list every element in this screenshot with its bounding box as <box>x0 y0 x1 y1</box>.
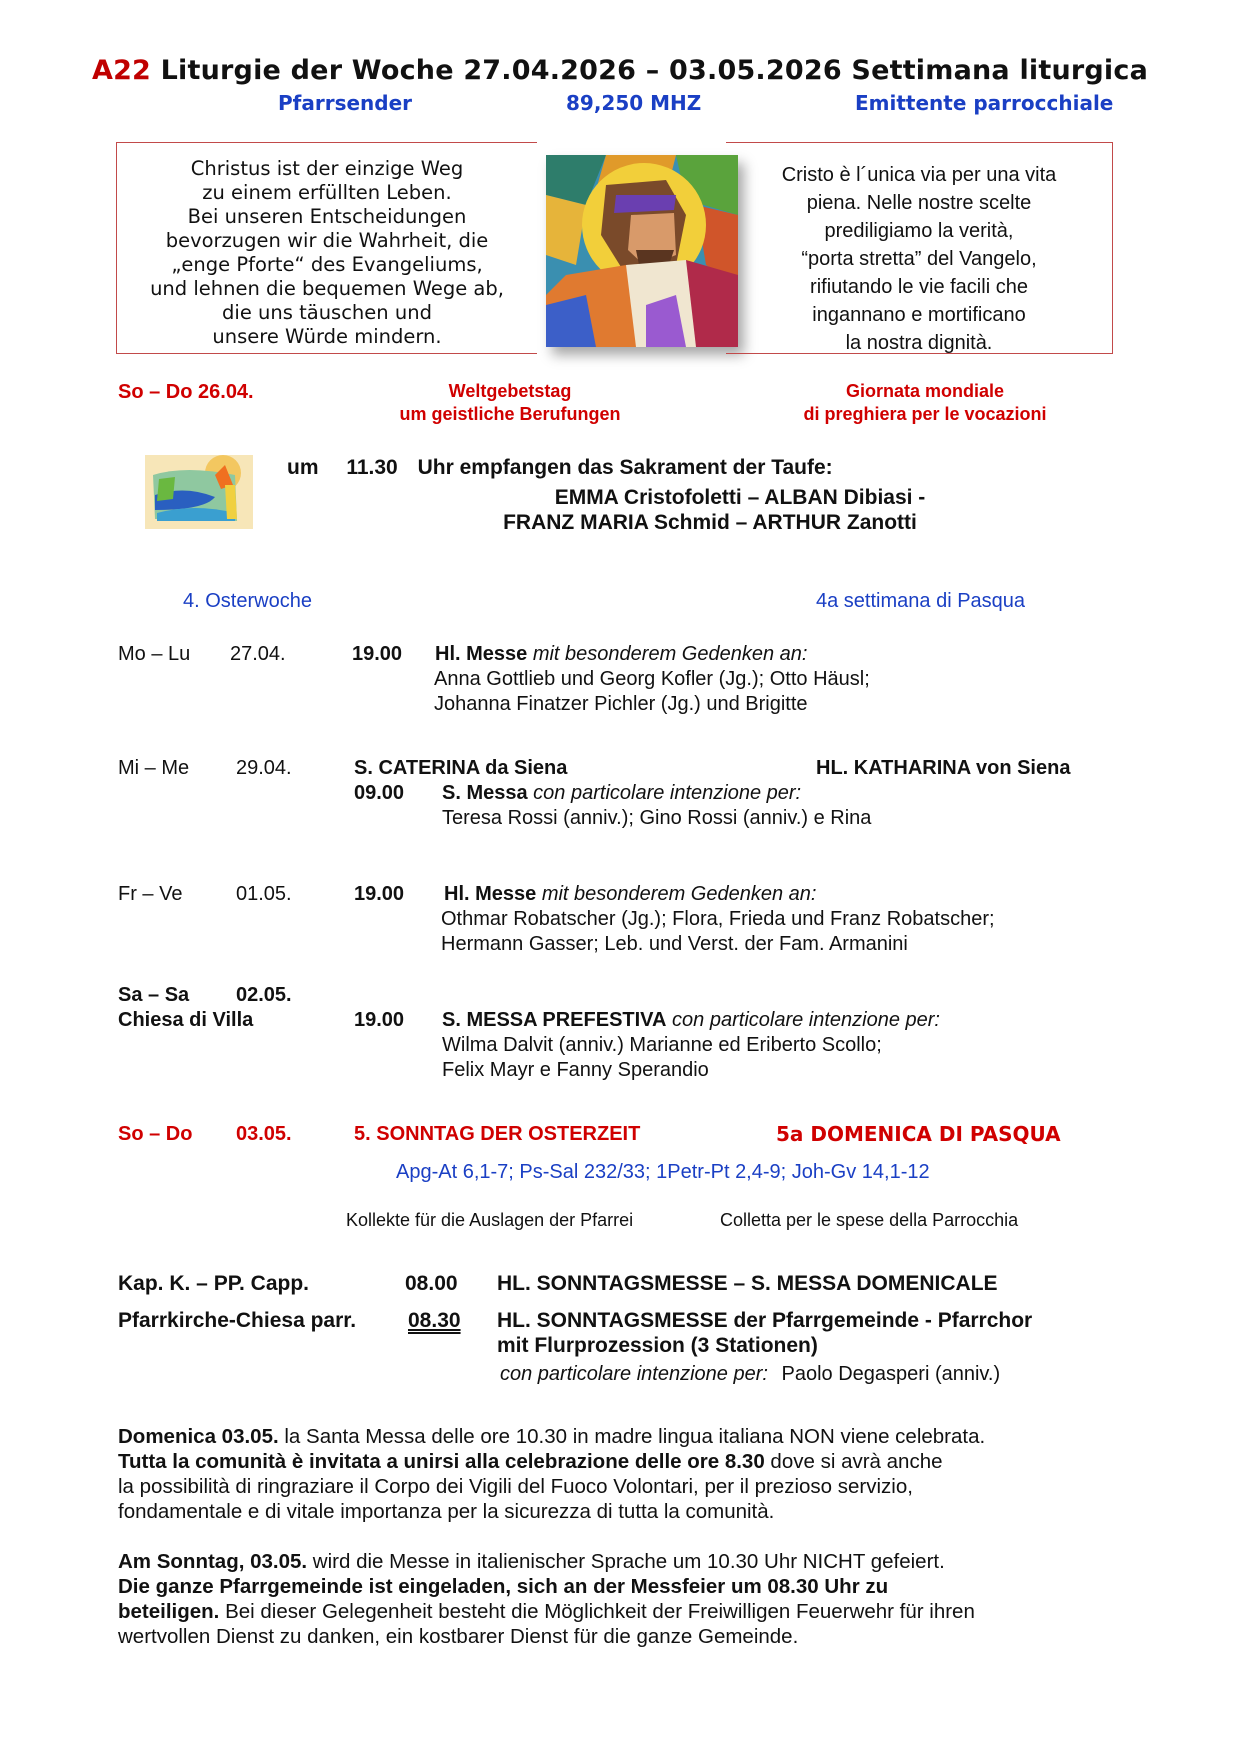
entry-mon-line1: Anna Gottlieb und Georg Kofler (Jg.); Otto Häusl; <box>434 668 870 690</box>
entry-sat-day: Sa – Sa <box>118 984 190 1006</box>
document-code: A22 <box>91 55 152 86</box>
notice-de-text1: wird die Messe in italienischer Sprache um 10.30 Uhr NICHT gefeiert. <box>307 1550 945 1573</box>
collection-it: Colletta per le spese della Parrocchia <box>720 1210 1019 1230</box>
quote-line-it: “porta stretta” del Vangelo, <box>801 248 1037 270</box>
baptism-names-2: FRANZ MARIA Schmid – ARTHUR Zanotti <box>503 511 917 534</box>
feast-it-line2: di preghiera per le vocazioni <box>803 404 1047 424</box>
entry-fri-line1: Othmar Robatscher (Jg.); Flora, Frieda und Franz Robatscher; <box>441 908 995 930</box>
quote-line-it: piena. Nelle nostre scelte <box>806 192 1032 214</box>
quote-box-de <box>116 142 537 354</box>
notice-it <box>118 1424 985 1524</box>
entry-sat-time: 19.00 <box>354 1009 405 1031</box>
week-label-de: 4. Osterwoche <box>183 590 312 612</box>
sunday-0503-title-it: 5a DOMENICA DI PASQUA <box>776 1122 1061 1146</box>
feast-it <box>760 380 1090 426</box>
quote-line-de: und lehnen die bequemen Wege ab, <box>150 277 504 300</box>
quote-line-de: unsere Würde mindern. <box>212 325 442 348</box>
feast-de-line2: um geistliche Berufungen <box>399 404 621 424</box>
feast-it-line1: Giornata mondiale <box>845 381 1005 401</box>
entry-mon-line2: Johanna Finatzer Pichler (Jg.) und Brigitte <box>434 693 808 715</box>
notice-de-line4: wertvollen Dienst zu danken, ein kostbarer Dienst für die ganze Gemeinde. <box>118 1625 799 1648</box>
entry-fri-mass <box>444 882 816 907</box>
entry-wed-saint-de: HL. KATHARINA von Siena <box>816 757 1071 779</box>
baptism-line <box>287 455 833 480</box>
entry-fri-line2: Hermann Gasser; Leb. und Verst. der Fam. Armanini <box>441 933 908 955</box>
entry-wed-date: 29.04. <box>236 757 292 779</box>
entry-sat-mass-type: S. MESSA PREFESTIVA <box>442 1009 667 1031</box>
entry-sat-line2: Felix Mayr e Fanny Sperandio <box>442 1059 709 1081</box>
entry-mon-date: 27.04. <box>230 643 286 665</box>
chapel-time: 08.00 <box>405 1272 458 1295</box>
page-title <box>0 55 1240 86</box>
notice-de-bold2: Die ganze Pfarrgemeinde ist eingeladen, sich an der Messfeier um 08.30 Uhr zu <box>118 1575 889 1598</box>
entry-sat-date: 02.05. <box>236 984 292 1006</box>
parish-intention <box>500 1362 1000 1387</box>
quote-line-it: Cristo è l´unica via per una vita <box>781 164 1057 186</box>
entry-wed-time: 09.00 <box>354 782 405 804</box>
entry-fri-date: 01.05. <box>236 883 292 905</box>
feast-de <box>360 380 660 426</box>
entry-wed-line1: Teresa Rossi (anniv.); Gino Rossi (anniv.) e Rina <box>442 807 872 829</box>
notice-it-bold2: Tutta la comunità è invitata a unirsi alla celebrazione delle ore 8.30 <box>118 1450 765 1473</box>
day-label-0426: So – Do 26.04. <box>118 381 254 403</box>
baptism-icon <box>145 455 253 529</box>
parish-intention-name: Paolo Degasperi (anniv.) <box>781 1363 1001 1385</box>
parish-place: Pfarrkirche-Chiesa parr. <box>118 1309 357 1332</box>
jesus-mosaic-image <box>546 155 738 347</box>
quote-line-de: zu einem erfüllten Leben. <box>202 181 452 204</box>
baptism-names-1: EMMA Cristofoletti – ALBAN Dibiasi - <box>554 486 926 509</box>
entry-wed-mass <box>442 781 801 806</box>
entry-mon-time: 19.00 <box>352 643 403 665</box>
chapel-mass: HL. SONNTAGSMESSE – S. MESSA DOMENICALE <box>497 1272 998 1295</box>
parish-mass-line2: mit Flurprozession (3 Stationen) <box>497 1334 818 1357</box>
radio-frequency: 89,250 MHZ <box>566 91 702 115</box>
quote-line-it: prediligiamo la verità, <box>824 220 1014 242</box>
quote-line-de: die uns täuschen und <box>222 301 432 324</box>
parish-intention-intro: con particolare intenzione per: <box>500 1363 768 1385</box>
entry-fri-day: Fr – Ve <box>118 883 183 905</box>
parish-time: 08.30 <box>408 1309 461 1332</box>
entry-wed-mass-type: S. Messa <box>442 782 528 804</box>
notice-it-line3: la possibilità di ringraziare il Corpo dei Vigili del Fuoco Volontari, per il prezioso servizio, <box>118 1475 913 1498</box>
sunday-0503-readings: Apg-At 6,1-7; Ps-Sal 232/33; 1Petr-Pt 2,4-9; Joh-Gv 14,1-12 <box>396 1161 930 1183</box>
entry-sat-line1: Wilma Dalvit (anniv.) Marianne ed Eriberto Scollo; <box>442 1034 882 1056</box>
quote-text-de <box>117 143 537 349</box>
quote-line-de: Christus ist der einzige Weg <box>190 157 464 180</box>
notice-it-text1: la Santa Messa delle ore 10.30 in madre lingua italiana NON viene celebrata. <box>278 1425 986 1448</box>
radio-label-it: Emittente parrocchiale <box>855 91 1114 115</box>
notice-it-text2: dove si avrà anche <box>764 1450 943 1473</box>
quote-line-it: la nostra dignità. <box>845 332 993 354</box>
sunday-0503-title-de: 5. SONNTAG DER OSTERZEIT <box>354 1123 641 1145</box>
notice-de-text3: Bei dieser Gelegenheit besteht die Möglichkeit der Freiwilligen Feuerwehr für ihren <box>219 1600 975 1623</box>
sunday-0503-date: 03.05. <box>236 1123 292 1145</box>
notice-it-line4: fondamentale e di vitale importanza per la sicurezza di tutta la comunità. <box>118 1500 775 1523</box>
week-label-it: 4a settimana di Pasqua <box>816 590 1026 612</box>
entry-mon-intro: mit besonderem Gedenken an: <box>532 643 808 665</box>
title-text: Liturgie der Woche 27.04.2026 – 03.05.2026 Settimana liturgica <box>160 55 1149 86</box>
quote-line-de: bevorzugen wir die Wahrheit, die <box>165 229 489 252</box>
chapel-place: Kap. K. – PP. Capp. <box>118 1272 309 1295</box>
quote-line-de: „enge Pforte“ des Evangeliums, <box>171 253 483 276</box>
entry-mon-mass-type: Hl. Messe <box>435 643 528 665</box>
quote-text-it <box>726 143 1112 357</box>
collection-de: Kollekte für die Auslagen der Pfarrei <box>346 1210 634 1230</box>
entry-wed-intro: con particolare intenzione per: <box>533 782 802 804</box>
notice-de <box>118 1549 975 1649</box>
entry-fri-mass-type: Hl. Messe <box>444 883 537 905</box>
notice-it-bold1: Domenica 03.05. <box>118 1425 279 1448</box>
entry-wed-day: Mi – Me <box>118 757 190 779</box>
entry-sat-intro: con particolare intenzione per: <box>672 1009 940 1031</box>
baptism-prefix: um <box>287 456 319 479</box>
notice-de-bold3: beteiligen. <box>118 1600 220 1623</box>
entry-wed-saint-it: S. CATERINA da Siena <box>354 757 568 779</box>
sunday-0503-day: So – Do <box>118 1123 193 1145</box>
radio-label-de: Pfarrsender <box>278 91 413 115</box>
quote-line-it: rifiutando le vie facili che <box>810 276 1028 298</box>
quote-line-de: Bei unseren Entscheidungen <box>187 205 467 228</box>
entry-fri-time: 19.00 <box>354 883 405 905</box>
entry-sat-mass <box>442 1008 940 1033</box>
parish-mass-line1: HL. SONNTAGSMESSE der Pfarrgemeinde - Pfarrchor <box>497 1309 1033 1332</box>
entry-mon-day: Mo – Lu <box>118 643 191 665</box>
entry-mon-mass <box>435 642 807 667</box>
entry-sat-place: Chiesa di Villa <box>118 1009 254 1031</box>
entry-fri-intro: mit besonderem Gedenken an: <box>541 883 817 905</box>
quote-box-it <box>726 142 1113 354</box>
quote-line-it: ingannano e mortificano <box>812 304 1026 326</box>
baptism-time: 11.30 <box>346 456 398 479</box>
feast-de-line1: Weltgebetstag <box>448 381 572 401</box>
notice-de-bold1: Am Sonntag, 03.05. <box>118 1550 308 1573</box>
baptism-text: Uhr empfangen das Sakrament der Taufe: <box>417 456 833 479</box>
